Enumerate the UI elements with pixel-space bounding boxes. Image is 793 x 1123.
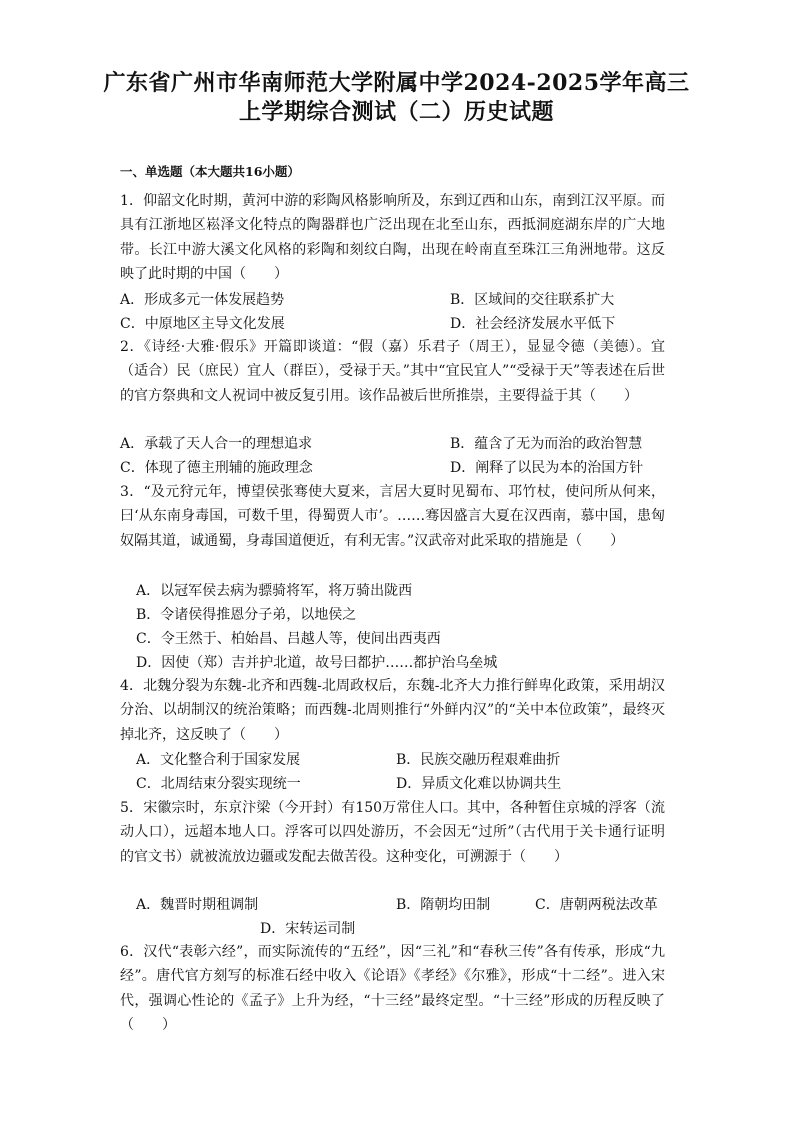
- question-1-option-a: A．形成多元一体发展趋势: [120, 292, 285, 308]
- question-3-option-a: A．以冠军侯去病为骠骑将军，将万骑出陇西: [136, 583, 413, 599]
- question-2-stem: 2．《诗经·大雅·假乐》开篇即谈道：“假（嘉）乐君子（周王），显显令德（美德）。宜（适合）民（庶民）宜人（群臣），受禄于天。”其中“宜民宜人”“受禄于天”等表述在后世的官方祭典和文人祝词中被反复引用。该作品被后世所推崇，主要得益于其（ ）: [120, 339, 665, 404]
- question-1-option-b: B．区域间的交往联系扩大: [450, 292, 615, 308]
- document-title-line-1: 广东省广州市华南师范大学附属中学2024-2025学年高三: [103, 70, 690, 96]
- question-5-option-c: C．唐朝两税法改革: [535, 897, 658, 913]
- question-2-option-c: C．体现了德主刑辅的施政理念: [120, 460, 313, 476]
- question-3-stem: 3．“及元狩元年，博望侯张骞使大夏来，言居大夏时见蜀布、邛竹杖，使问所从何来，曰‘从东南身毒国，可数千里，得蜀贾人市’。……骞因盛言大夏在汉西南，慕中国，患匈奴隔其道，诚通蜀，身毒国道便近，有利无害。”汉武帝对此采取的措施是（ ）: [120, 484, 665, 549]
- question-6-stem: 6．汉代“表彰六经”，而实际流传的“五经”，因“三礼”和“春秋三传”各有传承，形成“九经”。唐代官方刻写的标准石经中收入《论语》《孝经》《尔雅》，形成“十二经”。进入宋代，强调心性论的《孟子》上升为经，“十三经”最终定型。“十三经”形成的历程反映了（ ）: [120, 944, 665, 1034]
- question-4-stem: 4．北魏分裂为东魏-北齐和西魏-北周政权后，东魏-北齐大力推行鲜卑化政策，采用胡汉分治、以胡制汉的统治策略；而西魏-北周则推行“外鲜内汉”的“关中本位政策”，最终灭掉北齐，这反映了（ ）: [120, 678, 665, 743]
- question-5-option-a: A．魏晋时期租调制: [136, 897, 259, 913]
- question-4-option-b: B．民族交融历程艰难曲折: [396, 752, 561, 768]
- question-1-stem: 1．仰韶文化时期，黄河中游的彩陶风格影响所及，东到辽西和山东，南到江汉平原。而具有江浙地区崧泽文化特点的陶器群也广泛出现在北至山东，西抵洞庭湖东岸的广大地带。长江中游大溪文化风格的彩陶和刻纹白陶，出现在岭南直至珠江三角洲地带。这反映了此时期的中国（ ）: [120, 193, 665, 283]
- question-4-option-d: D．异质文化难以协调共生: [396, 776, 562, 792]
- question-5-option-d: D．宋转运司制: [260, 921, 356, 937]
- question-4-option-a: A．文化整合利于国家发展: [136, 752, 301, 768]
- question-2-option-a: A．承载了天人合一的理想追求: [120, 436, 313, 452]
- question-3-option-d: D．因使（郑）吉并护北道，故号曰都护……都护治乌垒城: [136, 655, 498, 671]
- question-4-option-c: C．北周结束分裂实现统一: [136, 776, 301, 792]
- section-heading: 一、单选题（本大题共16小题）: [120, 164, 300, 179]
- question-5-option-b: B．隋朝均田制: [396, 897, 491, 913]
- question-5-stem: 5．宋徽宗时，东京汴梁（今开封）有150万常住人口。其中，各种暂住京城的浮客（流动人口），远超本地人口。浮客可以四处游历，不会因无“过所”（古代用于关卡通行证明的官文书）就被流放边疆或发配去做苦役。这种变化，可溯源于（ ）: [120, 800, 665, 865]
- question-1-option-d: D．社会经济发展水平低下: [450, 316, 616, 332]
- question-2-option-d: D．阐释了以民为本的治国方针: [450, 460, 644, 476]
- question-3-option-b: B．令诸侯得推恩分子弟，以地侯之: [136, 607, 357, 623]
- question-2-option-b: B．蕴含了无为而治的政治智慧: [450, 436, 643, 452]
- document-title-line-2: 上学期综合测试（二）历史试题: [238, 99, 554, 125]
- question-3-option-c: C．令王然于、柏始昌、吕越人等，使间出西夷西: [136, 631, 441, 647]
- question-1-option-c: C．中原地区主导文化发展: [120, 316, 285, 332]
